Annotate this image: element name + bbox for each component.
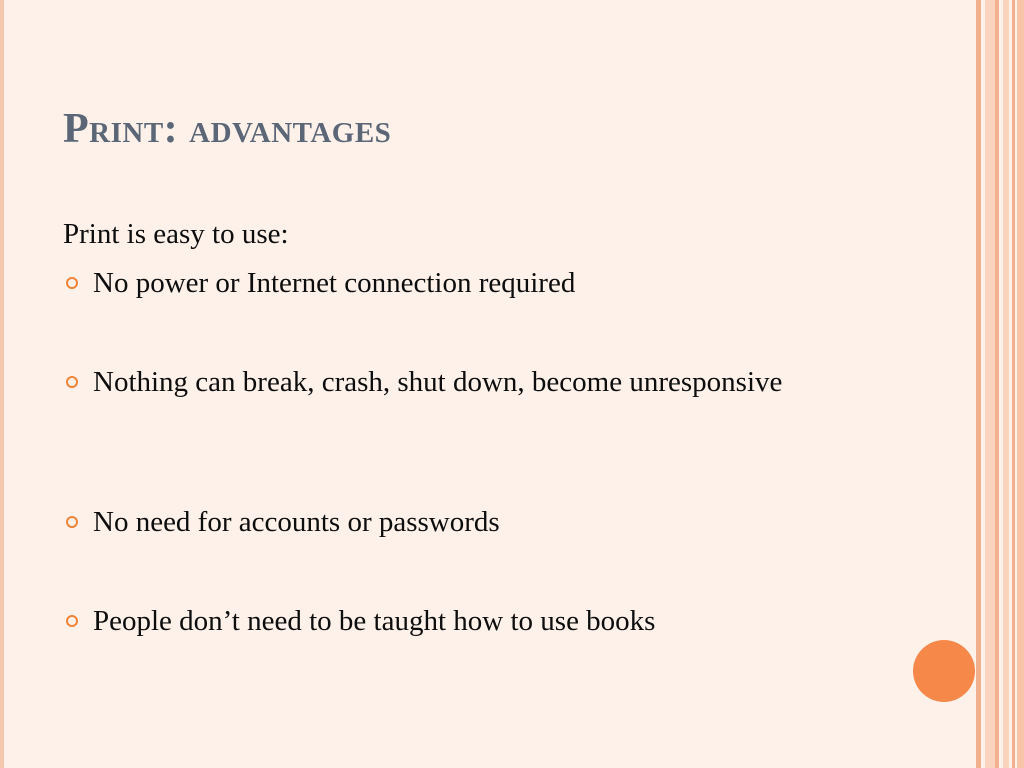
stripe <box>1017 0 1024 768</box>
slide-title: Print: advantages <box>63 106 392 152</box>
bullet-text: People don’t need to be taught how to use books <box>93 605 656 637</box>
bullet-circle-icon <box>66 376 78 388</box>
bullet-circle-icon <box>66 516 78 528</box>
bullet-text: Nothing can break, crash, shut down, become unresponsive <box>93 366 783 398</box>
bullet-item <box>63 502 823 542</box>
stripe <box>1012 0 1015 768</box>
bullet-item <box>63 263 823 303</box>
bullet-item <box>63 362 823 402</box>
accent-circle <box>913 640 975 702</box>
bullet-circle-icon <box>66 615 78 627</box>
stripe <box>985 0 995 768</box>
bullet-item <box>63 601 823 641</box>
left-border-stripe <box>0 0 4 768</box>
stripe <box>995 0 999 768</box>
right-decorative-stripes <box>976 0 1024 768</box>
bullet-text: No need for accounts or passwords <box>93 506 500 538</box>
bullet-circle-icon <box>66 277 78 289</box>
stripe <box>1003 0 1009 768</box>
bullet-text: No power or Internet connection required <box>93 267 576 299</box>
intro-text: Print is easy to use: <box>63 218 289 250</box>
stripe <box>976 0 981 768</box>
